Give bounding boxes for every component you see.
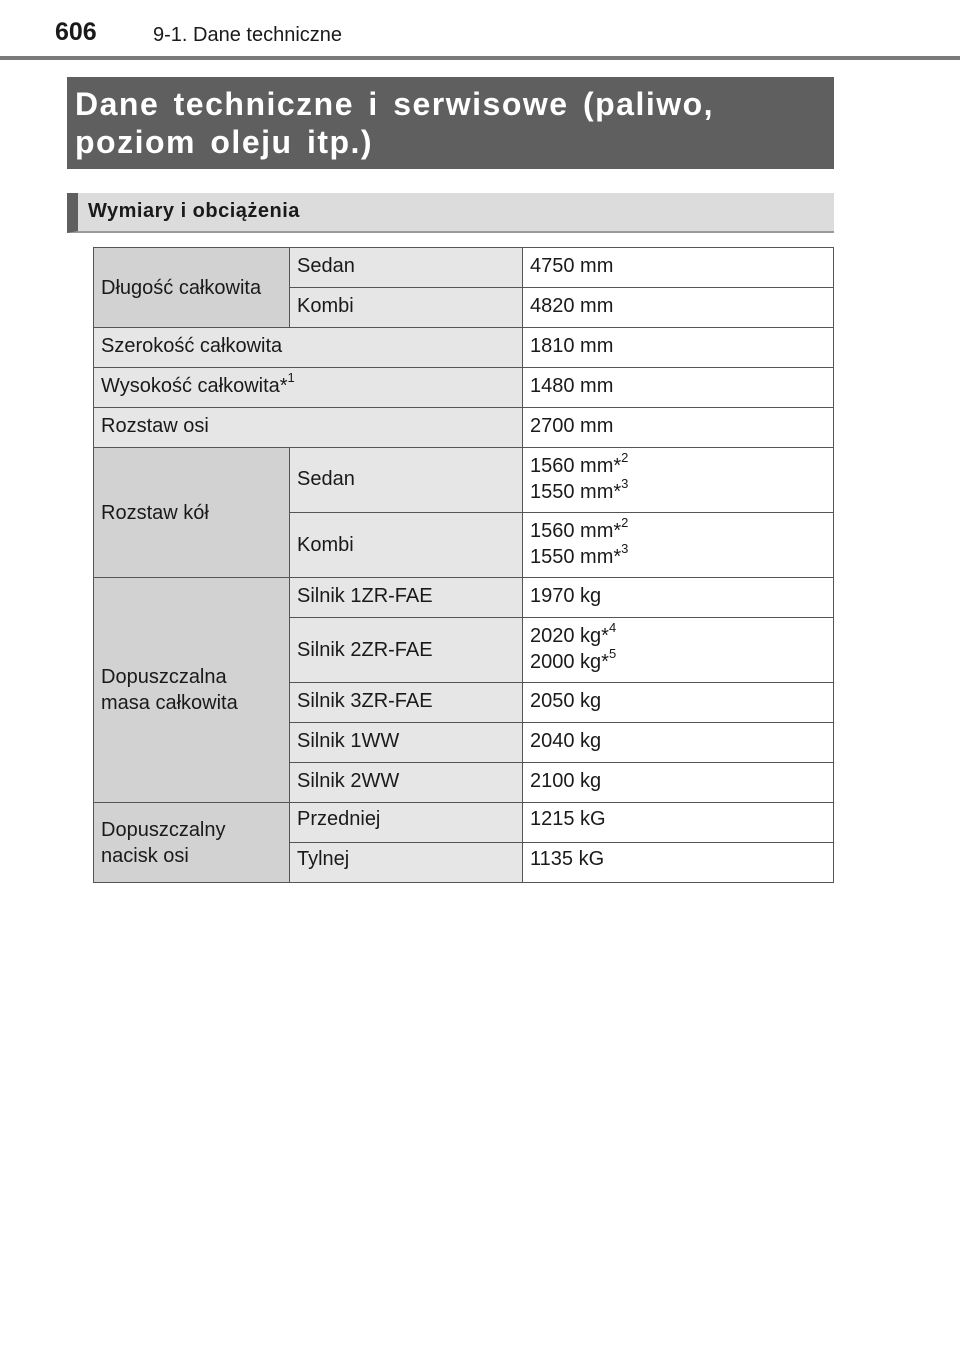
cell-variant [290, 288, 523, 328]
cell-variant [290, 578, 523, 618]
cell-variant [290, 763, 523, 803]
table-row [94, 328, 834, 368]
cell-value [523, 448, 834, 513]
cell-label [94, 368, 523, 408]
value-track-sedan: 1560 mm*$^2$ 1550 mm*$^3$ [530, 450, 629, 503]
table-row [94, 248, 834, 288]
cell-label [94, 408, 523, 448]
row-label-wheelbase: Rozstaw osi [101, 415, 209, 437]
cell-variant [290, 618, 523, 683]
cell-value [523, 803, 834, 843]
cell-value [523, 683, 834, 723]
value-length-sedan: 4750 mm [530, 255, 614, 277]
cell-value [523, 408, 834, 448]
engine-label: Silnik 1ZR-FAE [297, 585, 433, 607]
cell-value [523, 248, 834, 288]
cell-label [94, 328, 523, 368]
cell-value [523, 288, 834, 328]
engine-label: Silnik 2ZR-FAE [297, 639, 433, 661]
row-label-width: Szerokość całkowita [101, 335, 283, 357]
value-axle-front: 1215 kG [530, 808, 606, 830]
engine-label: Silnik 1WW [297, 730, 400, 752]
cell-value [523, 763, 834, 803]
value-length-kombi: 4820 mm [530, 295, 614, 317]
row-label-height [101, 368, 522, 399]
page-title [67, 77, 834, 169]
value-width: 1810 mm [530, 335, 614, 357]
cell-variant [290, 248, 523, 288]
section-reference: 9-1. Dane techniczne [153, 24, 343, 46]
row-label-gross-mass: Dopuszczalna masa całkowita [94, 578, 290, 803]
height-label-text: Wysokość całkowita* [101, 375, 288, 397]
value-axle-rear: 1135 kG [530, 848, 605, 870]
table-row [94, 448, 834, 513]
cell-variant [290, 683, 523, 723]
variant-sedan: Sedan [297, 255, 355, 277]
cell-value [523, 618, 834, 683]
axle-front-label: Przedniej [297, 808, 381, 830]
value-mass: 2020 kg*$^4$ 2000 kg*$^5$ [530, 620, 617, 673]
value-mass: 2100 kg [530, 770, 602, 792]
axle-rear-label: Tylnej [297, 848, 350, 870]
value-height: 1480 mm [530, 375, 614, 397]
cell-variant [290, 448, 523, 513]
value-mass: 2040 kg [530, 730, 602, 752]
cell-value [523, 843, 834, 883]
table-row [94, 578, 834, 618]
row-label-length: Długość całkowita [94, 248, 290, 328]
cell-value [523, 578, 834, 618]
value-mass: 1970 kg [530, 585, 602, 607]
variant-sedan: Sedan [297, 468, 355, 490]
row-label-track: Rozstaw kół [94, 448, 290, 578]
dimensions-table [93, 247, 834, 883]
variant-kombi: Kombi [297, 534, 354, 556]
variant-kombi: Kombi [297, 295, 354, 317]
page-header [0, 0, 960, 60]
table-row [94, 408, 834, 448]
table-row [94, 803, 834, 843]
value-wheelbase: 2700 mm [530, 415, 614, 437]
cell-value [523, 368, 834, 408]
cell-value [523, 328, 834, 368]
cell-variant [290, 803, 523, 843]
row-label-axle-load: Dopuszczalny nacisk osi [94, 803, 290, 883]
engine-label: Silnik 3ZR-FAE [297, 690, 433, 712]
value-track-kombi: 1560 mm*$^2$ 1550 mm*$^3$ [530, 515, 629, 568]
page-title-line-1: Dane techniczne i serwisowe (paliwo, [75, 86, 715, 122]
footnote-marker: 1 [287, 370, 295, 386]
value-mass: 2050 kg [530, 690, 602, 712]
cell-variant [290, 843, 523, 883]
cell-value [523, 513, 834, 578]
page-title-line-2: poziom oleju itp.) [75, 124, 374, 160]
table-row [94, 368, 834, 408]
engine-label: Silnik 2WW [297, 770, 400, 792]
cell-value [523, 723, 834, 763]
cell-variant [290, 723, 523, 763]
subsection-title: Wymiary i obciążenia [67, 193, 834, 233]
page-number: 606 [55, 18, 97, 46]
cell-variant [290, 513, 523, 578]
